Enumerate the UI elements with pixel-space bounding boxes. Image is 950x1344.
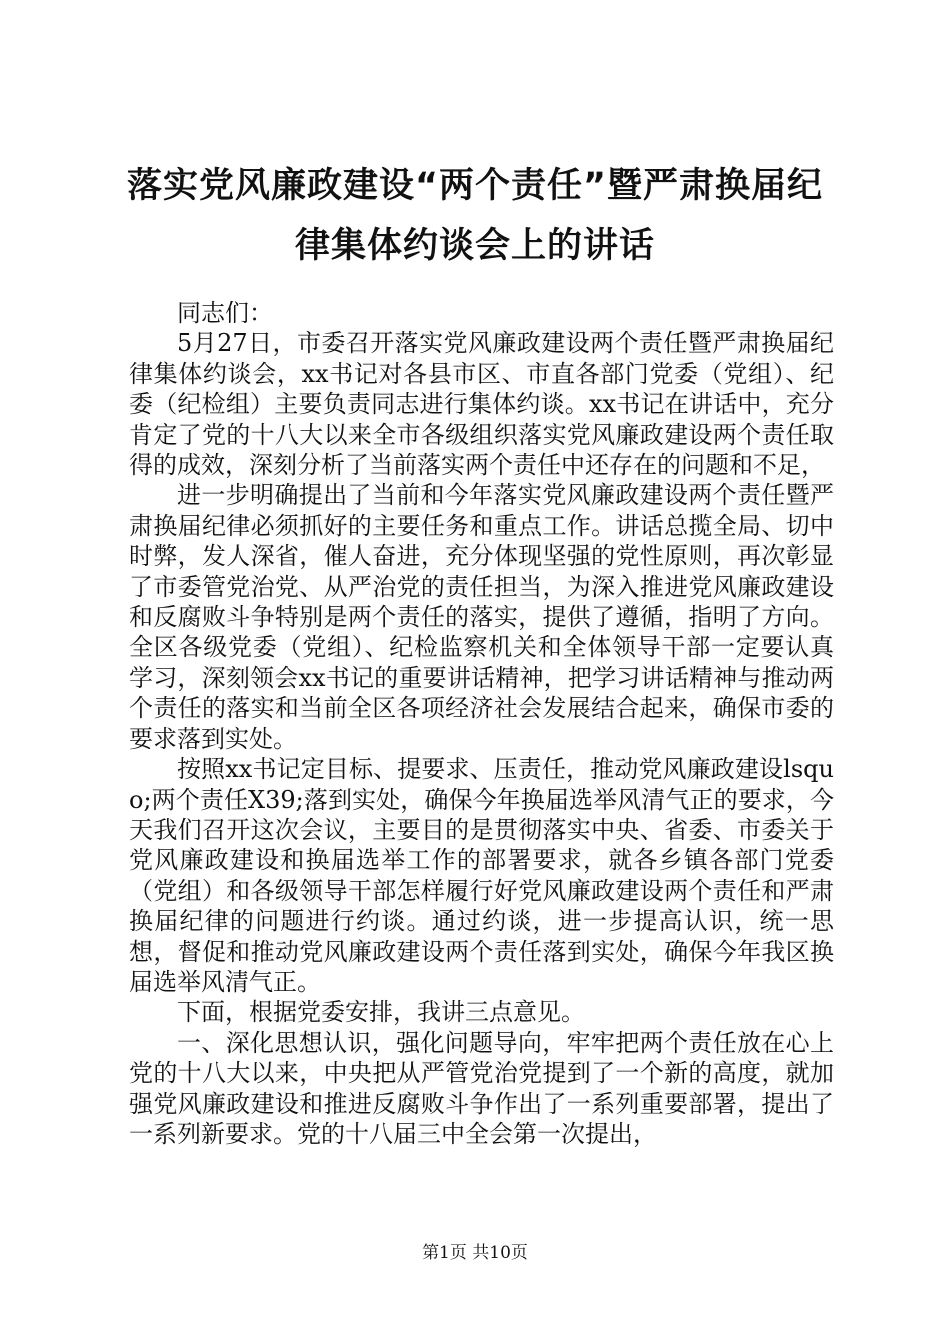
- document-title: 落实党风廉政建设“两个责任”暨严肃换届纪律集体约谈会上的讲话: [126, 166, 823, 266]
- document-body: [129, 298, 834, 1149]
- page-number-footer: 第1页 共10页: [422, 1243, 528, 1263]
- paragraph: 一、深化思想认识，强化问题导向，牢牢把两个责任放在心上党的十八大以来，中央把从严管党治党提到了一个新的高度，就加强党风廉政建设和推进反腐败斗争作出了一系列重要部署，提出了一系列新要求。党的十八届三中全会第一次提出，: [129, 1028, 834, 1148]
- paragraph: 下面，根据党委安排，我讲三点意见。: [177, 998, 585, 1027]
- paragraph: 进一步明确提出了当前和今年落实党风廉政建设两个责任暨严肃换届纪律必须抓好的主要任务和重点工作。讲话总揽全局、切中时弊，发人深省，催人奋进，充分体现坚强的党性原则，再次彰显了市委管党治党、从严治党的责任担当，为深入推进党风廉政建设和反腐败斗争特别是两个责任的落实，提供了遵循，指明了方向。全区各级党委（党组）、纪检监察机关和全体领导干部一定要认真学习，深刻领会xx书记的重要讲话精神，把学习讲话精神与推动两个责任的落实和当前全区各项经济社会发展结合起来，确保市委的要求落到实处。: [129, 481, 834, 753]
- paragraph: 5月27日，市委召开落实党风廉政建设两个责任暨严肃换届纪律集体约谈会，xx书记对各县市区、市直各部门党委（党组）、纪委（纪检组）主要负责同志进行集体约谈。xx书记在讲话中，充分肯定了党的十八大以来全市各级组织落实党风廉政建设两个责任取得的成效，深刻分析了当前落实两个责任中还存在的问题和不足，: [129, 329, 834, 480]
- salutation: 同志们：: [177, 299, 273, 327]
- paragraph: 按照xx书记定目标、提要求、压责任，推动党风廉政建设lsquo;两个责任X39;落到实处，确保今年换届选举风清气正的要求，今天我们召开这次会议，主要目的是贯彻落实中央、省委、市委关于党风廉政建设和换届选举工作的部署要求，就各乡镇各部门党委（党组）和各级领导干部怎样履行好党风廉政建设两个责任和严肃换届纪律的问题进行约谈。通过约谈，进一步提高认识，统一思想，督促和推动党风廉政建设两个责任落到实处，确保今年我区换届选举风清气正。: [129, 755, 834, 996]
